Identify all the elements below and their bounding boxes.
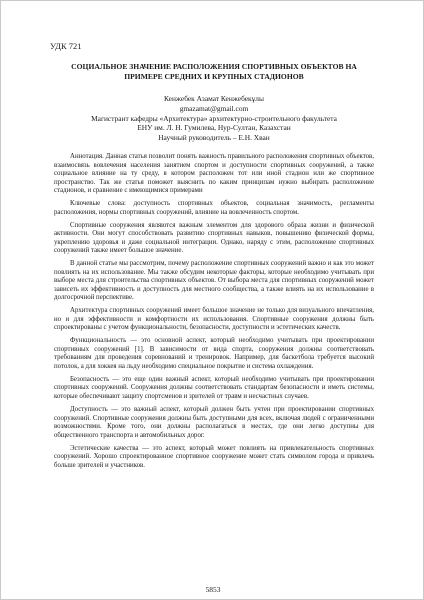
udk-code: УДК 721 [50, 41, 82, 51]
keywords-paragraph: Ключевые слова: доступность спортивных объектов, социальная значимость, регламенты расположения, нормы спортивных сооружений, влияние на вовлеченность спортом. [54, 200, 374, 216]
affiliation-line-1: Магистрант кафедры «Архитектура» архитектурно-строительного факультета [91, 114, 337, 123]
title-line-1: СОЦИАЛЬНОЕ ЗНАЧЕНИЕ РАСПОЛОЖЕНИЯ СПОРТИВНЫХ ОБЪЕКТОВ НА [71, 62, 357, 71]
body-paragraph: В данной статье мы рассмотрим, почему расположение спортивных сооружений важно и как это может повлиять на их использование. Мы также обсудим некоторые факторы, которые необходимо учитывать при выборе места для строительства спортивных объектов. От выбора места для спортивных сооружений может зависеть их эффективность и доступность для местного сообщества, а также влиять на их использование в долгосрочной перспективе. [54, 260, 374, 302]
page-number: 5853 [205, 585, 221, 594]
abstract-paragraph: Аннотация. Данная статья позволит понять важность правильного расположения спортивных объектов, взаимосвязь вовлечения населения занятием спортом и доступности спортивных сооружений, а также социальное влияние на ту среду, в котором расположен тот или иной стадион или же спортивное пространство. Так же статья поможет выяснить по каким принципам нужно выбирать расположение стадионов, и сравнение с имеющимися примерами [54, 153, 374, 195]
body-paragraph: Эстетические качества — это аспект, который может повлиять на привлекательность спортивных сооружений. Хорошо спроектированное спортивное сооружение может стать символом города и привлечь больше зрителей и участников. [54, 444, 374, 469]
body-paragraph: Функциональность — это основной аспект, который необходимо учитывать при проектировании спортивных сооружений [1]. В зависимости от вида спорта, сооружения должны соответствовать требованиям для проведения соревнований и тренировок. Например, для баскетбола требуется высокий потолок, а для хоккея на льду необходимо специальное покрытие и система охлаждения. [54, 337, 374, 370]
title-line-2: ПРИМЕРЕ СРЕДНИХ И КРУПНЫХ СТАДИОНОВ [124, 72, 304, 81]
body-paragraph: Безопасность — это еще один важный аспект, который необходимо учитывать при проектировании спортивных сооружений. Сооружения должны соответствовать стандартам безопасности и иметь системы, которые обеспечивают защиту спортсменов и зрителей от травм и несчастных случаев. [54, 375, 374, 401]
scientific-advisor: Научный руководитель – Е.Н. Хван [158, 133, 270, 142]
body-paragraph: Архитектура спортивных сооружений имеет большое значение не только для визуального впечатления, но и для эффективности и комфортности их использования. Спортивные сооружения должны быть спроектированы с учетом функциональности, безопасности, доступности и эстетических качеств. [54, 307, 374, 332]
body-paragraph: Доступность — это важный аспект, который должен быть учтен при проектировании спортивных сооружений. Спортивные сооружения должны быть доступными для всех, включая людей с ограниченными возможностями. Кроме того, они должны располагаться в местах, где они легко доступны для общественного транспорта и автомобильных дорог. [54, 405, 374, 439]
body-paragraph: Спортивные сооружения являются важным элементом для здорового образа жизни и физической активности. Они могут способствовать развитию спортивных навыков, повышению физической формы, укреплению здоровья и даже социальной интеграции. Однако, наряду с этим, расположение спортивных сооружений также имеет большое значение. [54, 221, 374, 255]
article-body [54, 153, 374, 475]
article-title [41, 62, 387, 82]
author-email: gmazamat@gmail.com [179, 104, 249, 113]
author-name: Кенжебек Азамат Кенжебекұлы [164, 94, 264, 103]
affiliation-line-2: ЕНУ им. Л. Н. Гумилева, Нур-Султан, Казахстан [137, 123, 291, 132]
